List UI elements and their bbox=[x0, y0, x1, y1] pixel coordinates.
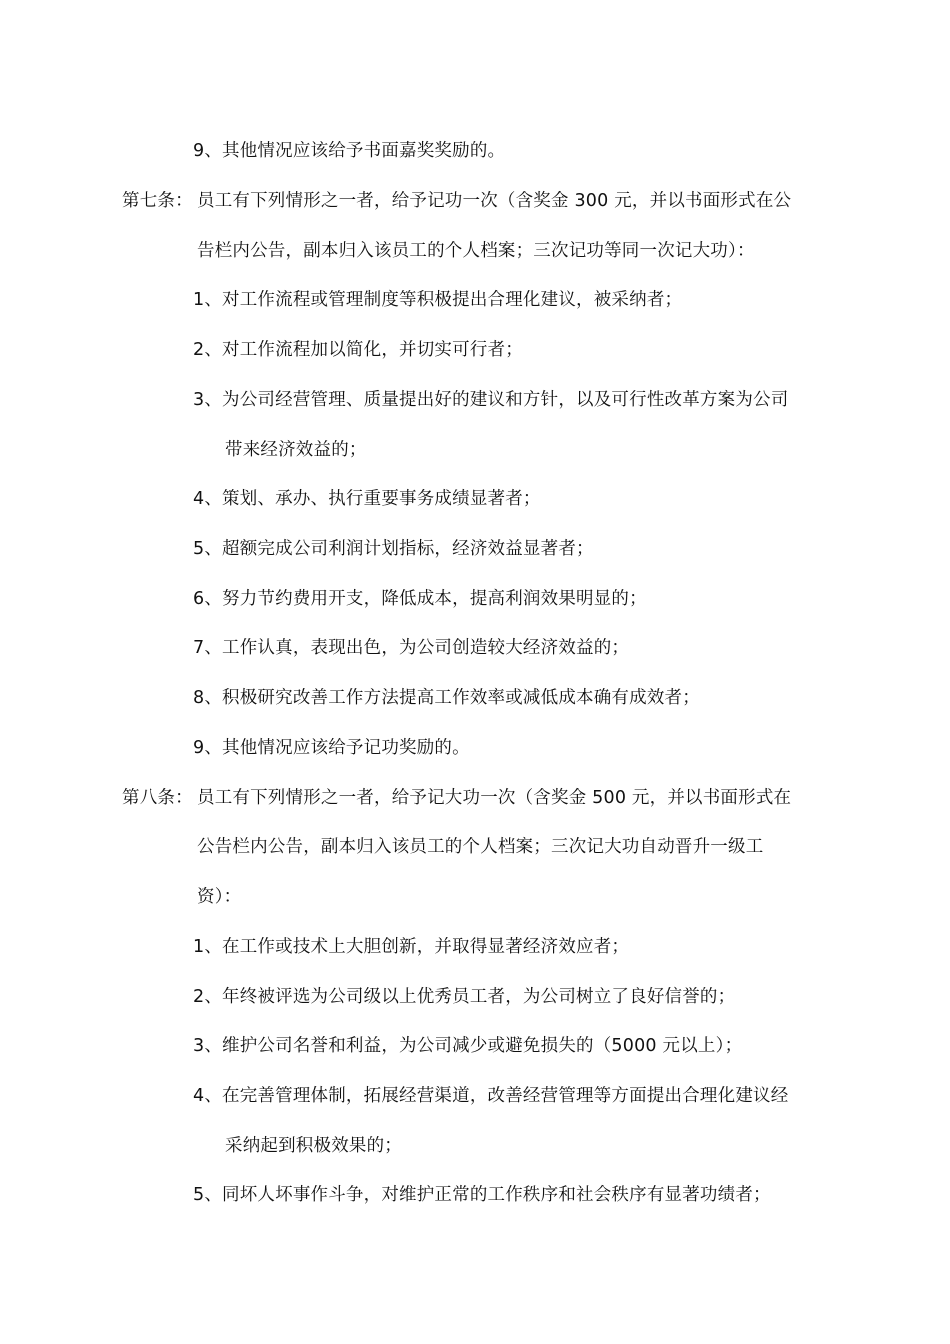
list-item-continuation: 采纳起到积极效果的； bbox=[225, 1136, 402, 1156]
list-item: 8、积极研究改善工作方法提高工作效率或减低成本确有成效者； bbox=[193, 688, 700, 708]
list-item: 1、在工作或技术上大胆创新，并取得显著经济效应者； bbox=[193, 937, 630, 957]
article-text: 员工有下列情形之一者，给予记功一次（含奖金 300 元，并以书面形式在公 bbox=[197, 191, 792, 211]
article-text: 员工有下列情形之一者，给予记大功一次（含奖金 500 元，并以书面形式在 bbox=[197, 788, 792, 808]
article-text: 资）： bbox=[197, 887, 242, 907]
article-label: 第七条： bbox=[122, 191, 193, 211]
list-item-continuation: 带来经济效益的； bbox=[225, 440, 367, 460]
list-item: 2、对工作流程加以简化，并切实可行者； bbox=[193, 340, 523, 360]
list-item: 5、超额完成公司利润计划指标，经济效益显著者； bbox=[193, 539, 594, 559]
list-item: 1、对工作流程或管理制度等积极提出合理化建议，被采纳者； bbox=[193, 290, 683, 310]
list-item: 9、其他情况应该给予记功奖励的。 bbox=[193, 738, 470, 758]
list-item: 5、同坏人坏事作斗争，对维护正常的工作秩序和社会秩序有显著功绩者； bbox=[193, 1185, 771, 1205]
list-item: 4、策划、承办、执行重要事务成绩显著者； bbox=[193, 489, 541, 509]
article-label: 第八条： bbox=[122, 788, 193, 808]
list-item: 6、努力节约费用开支，降低成本，提高利润效果明显的； bbox=[193, 589, 647, 609]
list-item: 2、年终被评选为公司级以上优秀员工者，为公司树立了良好信誉的； bbox=[193, 987, 736, 1007]
list-item: 9、其他情况应该给予书面嘉奖奖励的。 bbox=[193, 141, 506, 161]
list-item: 4、在完善管理体制，拓展经营渠道，改善经营管理等方面提出合理化建议经 bbox=[193, 1086, 789, 1106]
article-text: 公告栏内公告，副本归入该员工的个人档案；三次记大功自动晋升一级工 bbox=[197, 837, 764, 857]
list-item: 7、工作认真，表现出色，为公司创造较大经济效益的； bbox=[193, 638, 630, 658]
list-item: 3、维护公司名誉和利益，为公司减少或避免损失的（5000 元以上）； bbox=[193, 1036, 743, 1056]
article-text: 告栏内公告，副本归入该员工的个人档案；三次记功等同一次记大功）： bbox=[197, 241, 755, 261]
list-item: 3、为公司经营管理、质量提出好的建议和方针，以及可行性改革方案为公司 bbox=[193, 390, 789, 410]
